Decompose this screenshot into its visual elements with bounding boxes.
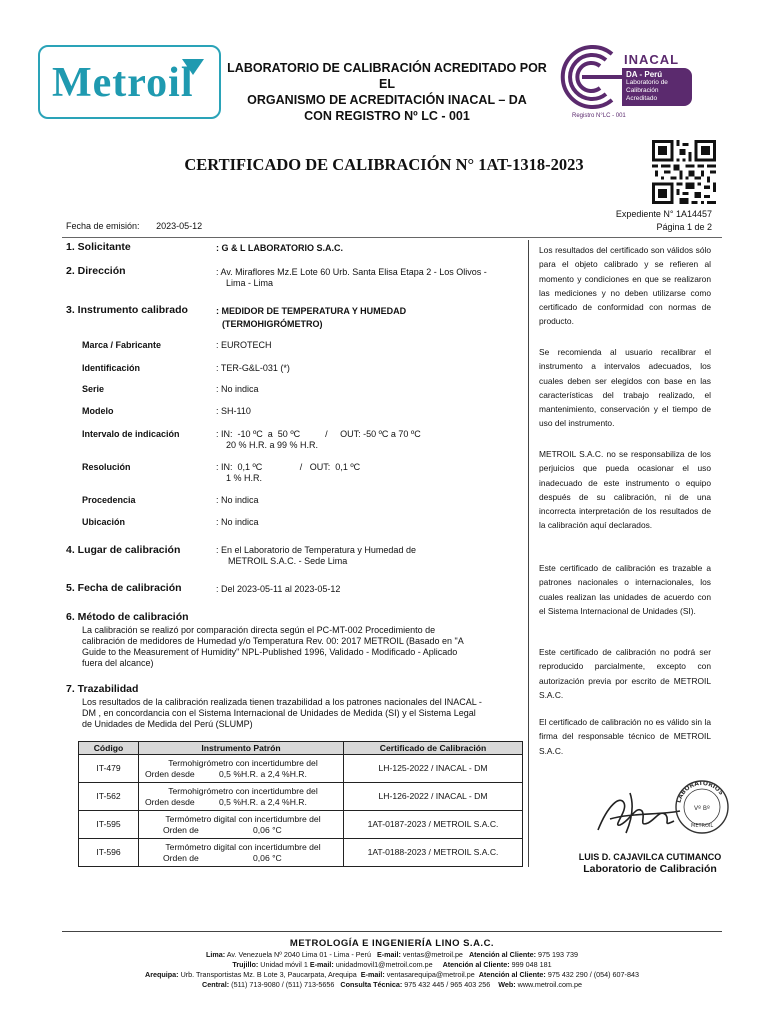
procedencia-label: Procedencia — [82, 495, 136, 505]
ubicacion-label: Ubicación — [82, 517, 126, 527]
expediente-number: Expediente N° 1A14457 — [615, 209, 712, 219]
marca-value: : EUROTECH — [216, 340, 272, 350]
certificado-cell: LH-125-2022 / INACAL - DM — [344, 755, 523, 783]
note-validez: Los resultados del certificado son válidos sólo para el objeto calibrado y se refieren al momento y condiciones en que se realizaron las mediciones y no deben utilizarse como certificado de conformidad con normas de producto. — [539, 245, 711, 327]
signer-name: LUIS D. CAJAVILCA CUTIMANCO — [578, 852, 722, 862]
instrumento-value-line1: : MEDIDOR DE TEMPERATURA Y HUMEDAD — [216, 306, 407, 316]
handwritten-signature-icon — [598, 793, 680, 833]
lab-title-line: ORGANISMO DE ACREDITACIÓN INACAL – DA — [247, 93, 527, 107]
note-responsabilidad: METROIL S.A.C. no se responsabiliza de los perjuicios que pueda ocasionar el uso inadecuado de este instrumento o equipo después de su calibración, ni de una incorrecta interpretación de los resultados de la calibración aquí declarados. — [539, 449, 711, 531]
direccion-value-line2: Lima - Lima — [226, 278, 274, 288]
inacal-circles-icon — [552, 42, 624, 112]
footer — [62, 939, 722, 990]
section-lugar-label: 4. Lugar de calibración — [66, 544, 181, 556]
footer-line-arequipa: Arequipa: Urb. Transportistas Mz. B Lote 3, Paucarpata, Arequipa E-mail: ventasarequipa@metroil.pe Atención al Cliente: 975 432 290 / (054) 607-843 — [145, 970, 639, 979]
qr-code-icon — [652, 140, 716, 204]
instrumento-line2a: Orden de — [163, 824, 199, 835]
certificado-cell: LH-126-2022 / INACAL - DM — [344, 783, 523, 811]
serie-label: Serie — [82, 384, 105, 394]
lab-title-line: CON REGISTRO Nº LC - 001 — [304, 109, 470, 123]
inacal-line2: Acreditado — [626, 95, 658, 102]
certificado-cell: 1AT-0187-2023 / METROIL S.A.C. — [344, 811, 523, 839]
trazabilidad-line: de Unidades de Medida del Perú (SLUMP) — [82, 719, 253, 729]
trazabilidad-table — [78, 741, 523, 867]
instrumento-line2b: 0,06 °C — [253, 824, 282, 835]
logo-text: Metroil — [52, 60, 194, 106]
codigo-cell: IT-596 — [79, 839, 139, 867]
intervalo-value-line1: : IN: -10 ºC a 50 ºC / OUT: -50 ºC a 70 ºC — [216, 429, 421, 439]
fecha-emision-value: 2023-05-12 — [156, 221, 203, 231]
table-header-codigo: Código — [79, 742, 139, 755]
section-metodo-label: 6. Método de calibración — [66, 611, 189, 623]
fecha-emision-label: Fecha de emisión: — [66, 221, 140, 231]
certificate-title: CERTIFICADO DE CALIBRACIÓN N° 1AT-1318-2023 — [184, 155, 584, 174]
instrumento-value-line2: (TERMOHIGRÓMETRO) — [222, 319, 323, 329]
instrumento-cell — [139, 755, 344, 783]
instrumento-cell — [139, 811, 344, 839]
table-row — [79, 839, 523, 867]
section-direccion-label: 2. Dirección — [66, 265, 126, 277]
footer-line-lima: Lima: Av. Venezuela Nº 2040 Lima 01 - Lima - Perú E-mail: ventas@metroil.pe Atención al Cliente: 975 193 739 — [205, 950, 578, 959]
column-divider — [528, 240, 529, 867]
note-reproduccion: Este certificado de calibración no podrá ser reproducido parcialmente, excepto con autorización previa por escrito de METROIL S.A.C. — [539, 647, 711, 700]
instrumento-line1: Termohigrómetro con incertidumbre del — [168, 757, 318, 768]
section-solicitante-label: 1. Solicitante — [66, 241, 131, 253]
instrumento-line1: Termómetro digital con incertidumbre del — [165, 841, 321, 852]
direccion-value-line1: : Av. Miraflores Mz.E Lote 60 Urb. Santa Elisa Etapa 2 - Los Olivos - — [216, 267, 487, 277]
signer-block — [560, 851, 740, 875]
signer-role: Laboratorio de Calibración — [583, 863, 717, 875]
modelo-value: : SH-110 — [216, 406, 251, 416]
metodo-line: calibración de medidores de Humedad y/o Temperatura Rev. 00: 2017 METROIL (Basado en "A — [82, 636, 464, 646]
expediente-block — [616, 208, 712, 234]
lab-title-line: LABORATORIO DE CALIBRACIÓN ACREDITADO POR EL — [227, 61, 547, 91]
marca-label: Marca / Fabricante — [82, 340, 162, 350]
resolucion-value-line2: 1 % H.R. — [226, 473, 263, 483]
solicitante-value: : G & L LABORATORIO S.A.C. — [216, 243, 344, 253]
inacal-line1: Laboratorio de Calibración — [626, 79, 668, 94]
section-instrumento-label: 3. Instrumento calibrado — [66, 304, 188, 316]
instrumento-line2a: Orden desde — [145, 796, 195, 807]
stamp-text-top — [675, 780, 724, 804]
intervalo-label: Intervalo de indicación — [82, 429, 180, 439]
inacal-da: DA - Perú — [626, 70, 663, 79]
modelo-label: Modelo — [82, 406, 114, 416]
instrumento-line2b: 0,06 °C — [253, 852, 282, 863]
metodo-line: Guide to the Measurement of Humidity" NPL-Published 1996, Validado - Modificado - Aplicado — [82, 647, 458, 657]
header-divider — [62, 237, 722, 238]
note-recalibrar: Se recomienda al usuario recalibrar el instrumento a intervalos adecuados, los cuales deben ser elegidos con base en las características del trabajo realizado, el mantenimiento, conservación y el tiempo de uso del instrumento. — [539, 347, 711, 429]
fecha-calibracion-value: : Del 2023-05-11 al 2023-05-12 — [216, 584, 341, 594]
metodo-line: La calibración se realizó por comparación directa según el PC-MT-002 Procedimiento de — [82, 625, 436, 635]
inacal-badge — [622, 68, 692, 106]
resolucion-value-line1: : IN: 0,1 ºC / OUT: 0,1 ºC — [216, 462, 361, 472]
note-firma: El certificado de calibración no es válido sin la firma del responsable técnico de METROIL S.A.C. — [539, 717, 711, 756]
instrumento-line1: Termómetro digital con incertidumbre del — [165, 813, 321, 824]
section-trazabilidad-label: 7. Trazabilidad — [66, 683, 139, 695]
intervalo-value-line2: 20 % H.R. a 99 % H.R. — [226, 440, 319, 450]
trazabilidad-text — [82, 697, 482, 730]
codigo-cell: IT-595 — [79, 811, 139, 839]
lab-title — [222, 60, 552, 124]
instrumento-line2a: Orden desde — [145, 768, 195, 779]
ubicacion-value: : No indica — [216, 517, 259, 527]
instrumento-line1: Termohigrómetro con incertidumbre del — [168, 785, 318, 796]
serie-value: : No indica — [216, 384, 259, 394]
instrumento-line2b: 0,5 %H.R. a 2,4 %H.R. — [219, 768, 307, 779]
metodo-line: fuera del alcance) — [82, 658, 154, 668]
instrumento-line2b: 0,5 %H.R. a 2,4 %H.R. — [219, 796, 307, 807]
codigo-cell: IT-479 — [79, 755, 139, 783]
note-trazabilidad: Este certificado de calibración es trazable a patrones nacionales o internacionales, los cuales realizan las unidades de acuerdo con el Sistema Internacional de Unidades (SI). — [539, 563, 711, 616]
table-header-certificado: Certificado de Calibración — [344, 742, 523, 755]
lugar-value-line2: METROIL S.A.C. - Sede Lima — [228, 556, 348, 566]
identificacion-label: Identificación — [82, 363, 141, 373]
instrumento-cell — [139, 783, 344, 811]
lugar-value-line1: : En el Laboratorio de Temperatura y Humedad de — [216, 545, 416, 555]
trazabilidad-line: DM , en concordancia con el Sistema Internacional de Unidades de Medida (SI) y el Sistema Legal — [82, 708, 476, 718]
table-row — [79, 755, 523, 783]
instrumento-line2a: Orden de — [163, 852, 199, 863]
inacal-name: INACAL — [624, 52, 680, 67]
footer-line-trujillo: Trujillo: Unidad móvil 1 E-mail: unidadmovil1@metroil.com.pe Atención al Cliente: 999 048 181 — [232, 960, 552, 969]
resolucion-label: Resolución — [82, 462, 131, 472]
stamp-text-vb: Vº Bº — [694, 805, 710, 812]
section-fecha-label: 5. Fecha de calibración — [66, 582, 182, 594]
table-header-row — [79, 742, 523, 755]
stamp-text-bottom: METROIL — [691, 823, 714, 829]
metroil-logo — [38, 45, 221, 119]
inacal-logo — [548, 40, 723, 125]
metodo-text — [82, 625, 464, 669]
trazabilidad-line: Los resultados de la calibración realizada tienen trazabilidad a los patrones nacionales del INACAL - — [82, 697, 482, 707]
procedencia-value: : No indica — [216, 495, 259, 505]
identificacion-value: : TER-G&L-031 (*) — [216, 363, 290, 373]
table-row — [79, 811, 523, 839]
table-header-instrumento: Instrumento Patrón — [139, 742, 344, 755]
fecha-emision — [66, 221, 202, 231]
codigo-cell: IT-562 — [79, 783, 139, 811]
footer-line-central: Central: (511) 713-9080 / (511) 713-5656 Consulta Técnica: 975 432 445 / 965 403 256 Web: www.metroil.com.pe — [202, 980, 582, 989]
stamp-label-top: LABORATORIOS — [675, 779, 725, 804]
table-row — [79, 783, 523, 811]
footer-company: METROLOGÍA E INGENIERÍA LINO S.A.C. — [289, 938, 495, 949]
logo-triangle-icon — [182, 59, 204, 75]
signature-stamp — [590, 775, 730, 845]
certificado-cell: 1AT-0188-2023 / METROIL S.A.C. — [344, 839, 523, 867]
inacal-registro: Registro N°LC - 001 — [572, 113, 626, 119]
instrumento-cell — [139, 839, 344, 867]
page-number: Página 1 de 2 — [656, 222, 712, 232]
footer-divider — [62, 931, 722, 932]
